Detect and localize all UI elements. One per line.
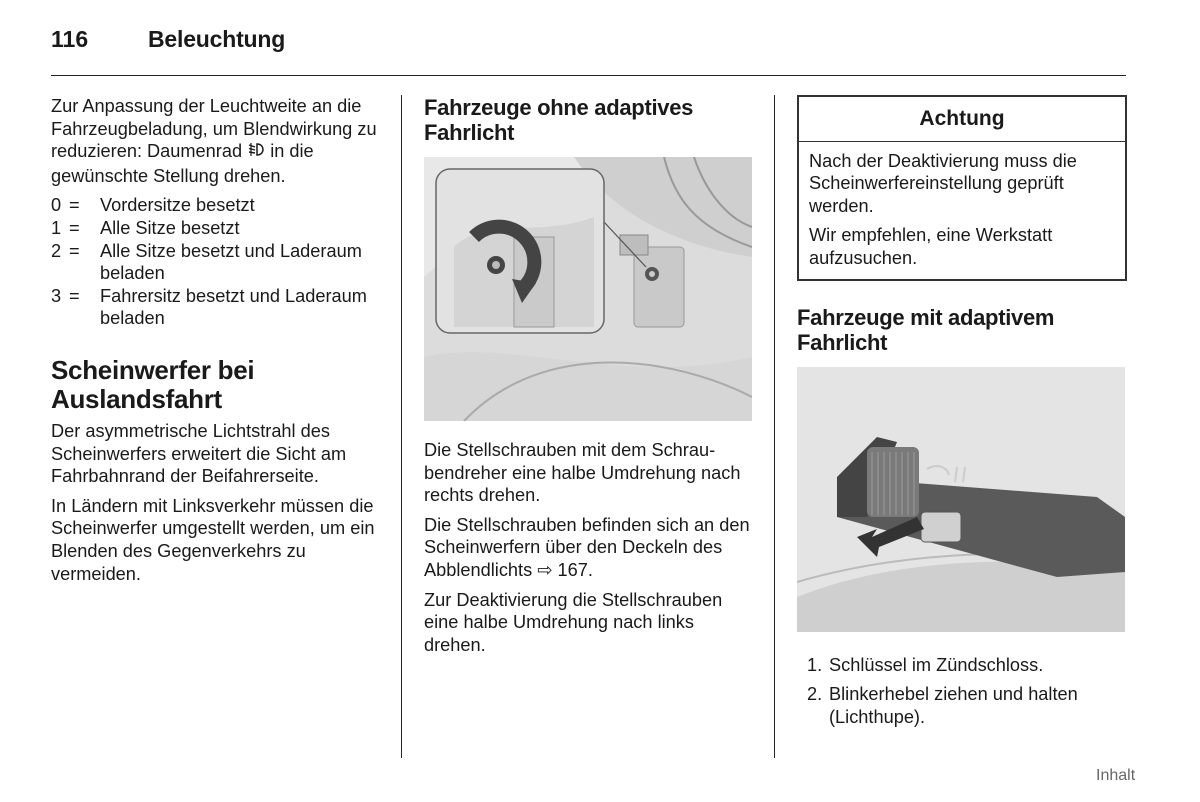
section-heading: Scheinwerfer bei Auslandsfahrt [51,354,255,414]
chapter-title: Beleuchtung [148,26,286,52]
page-reference-link[interactable]: 167. [552,559,593,580]
list-item: 2 = Alle Sitze besetzt und Laderaum beladen [51,240,362,284]
warning-title: Achtung [799,97,1125,142]
paragraph: Die Stellschrauben befinden sich an den Scheinwerfern über den Deckeln des Abblendlichts ⇨ 167. [424,514,750,580]
load-setting-list [51,194,381,330]
paragraph: Der asymmetrische Lichtstrahl des Scheinwerfers erweitert die Sicht am Fahrbahnrand der Beifahrerseite. [51,420,347,487]
section-heading: Fahrzeuge ohne adaptives Fahrlicht [424,95,694,145]
column-right [797,95,1127,735]
warning-box [797,95,1127,281]
headlight-range-icon [247,142,265,165]
paragraph: Die Stellschrauben mit dem Schraubendreher eine halbe Umdrehung nach rechts drehen. [424,440,741,506]
intro-paragraph: Zur Anpassung der Leuchtweite an die Fahrzeugbeladung, um Blendwirkung zu reduzieren: Daumenrad in die gewünschte Stellung drehen. [51,96,377,186]
page-reference-arrow-icon[interactable]: ⇨ [537,559,553,580]
column-divider [401,95,402,758]
warning-text: Nach der Deaktivierung muss die Scheinwerfereinstellung geprüft werden. [809,150,1077,216]
column-divider [774,95,775,758]
list-item: 0 = Vordersitze besetzt [51,195,255,216]
list-item: 1. Schlüssel im Zündschloss. [807,654,1044,675]
steps-list [797,654,1127,729]
light-switch-stalk-illustration [797,367,1125,632]
list-item: 2. Blinkerhebel ziehen und halten (Lichthupe). [807,684,1078,727]
section-heading: Fahrzeuge mit adaptivem Fahrlicht [797,304,1055,355]
paragraph: Zur Deaktivierung die Stellschrauben eine halbe Umdrehung nach links drehen. [424,589,723,655]
list-item: 3 = Fahrersitz besetzt und Laderaum beladen [51,285,367,329]
headlight-adjustment-illustration [424,157,752,421]
page-number: 116 [51,26,89,52]
list-item: 1 = Alle Sitze besetzt [51,217,240,238]
column-middle [424,95,754,663]
header-rule [51,75,1126,76]
paragraph: In Ländern mit Linksverkehr müssen die Scheinwerfer umgestellt werden, um ein Blenden des Gegenverkehrs zu vermeiden. [51,495,375,584]
contents-link[interactable]: Inhalt [1096,767,1136,784]
warning-text: Wir empfehlen, eine Werkstatt aufzusuchen. [809,225,1053,268]
column-left [51,95,381,592]
